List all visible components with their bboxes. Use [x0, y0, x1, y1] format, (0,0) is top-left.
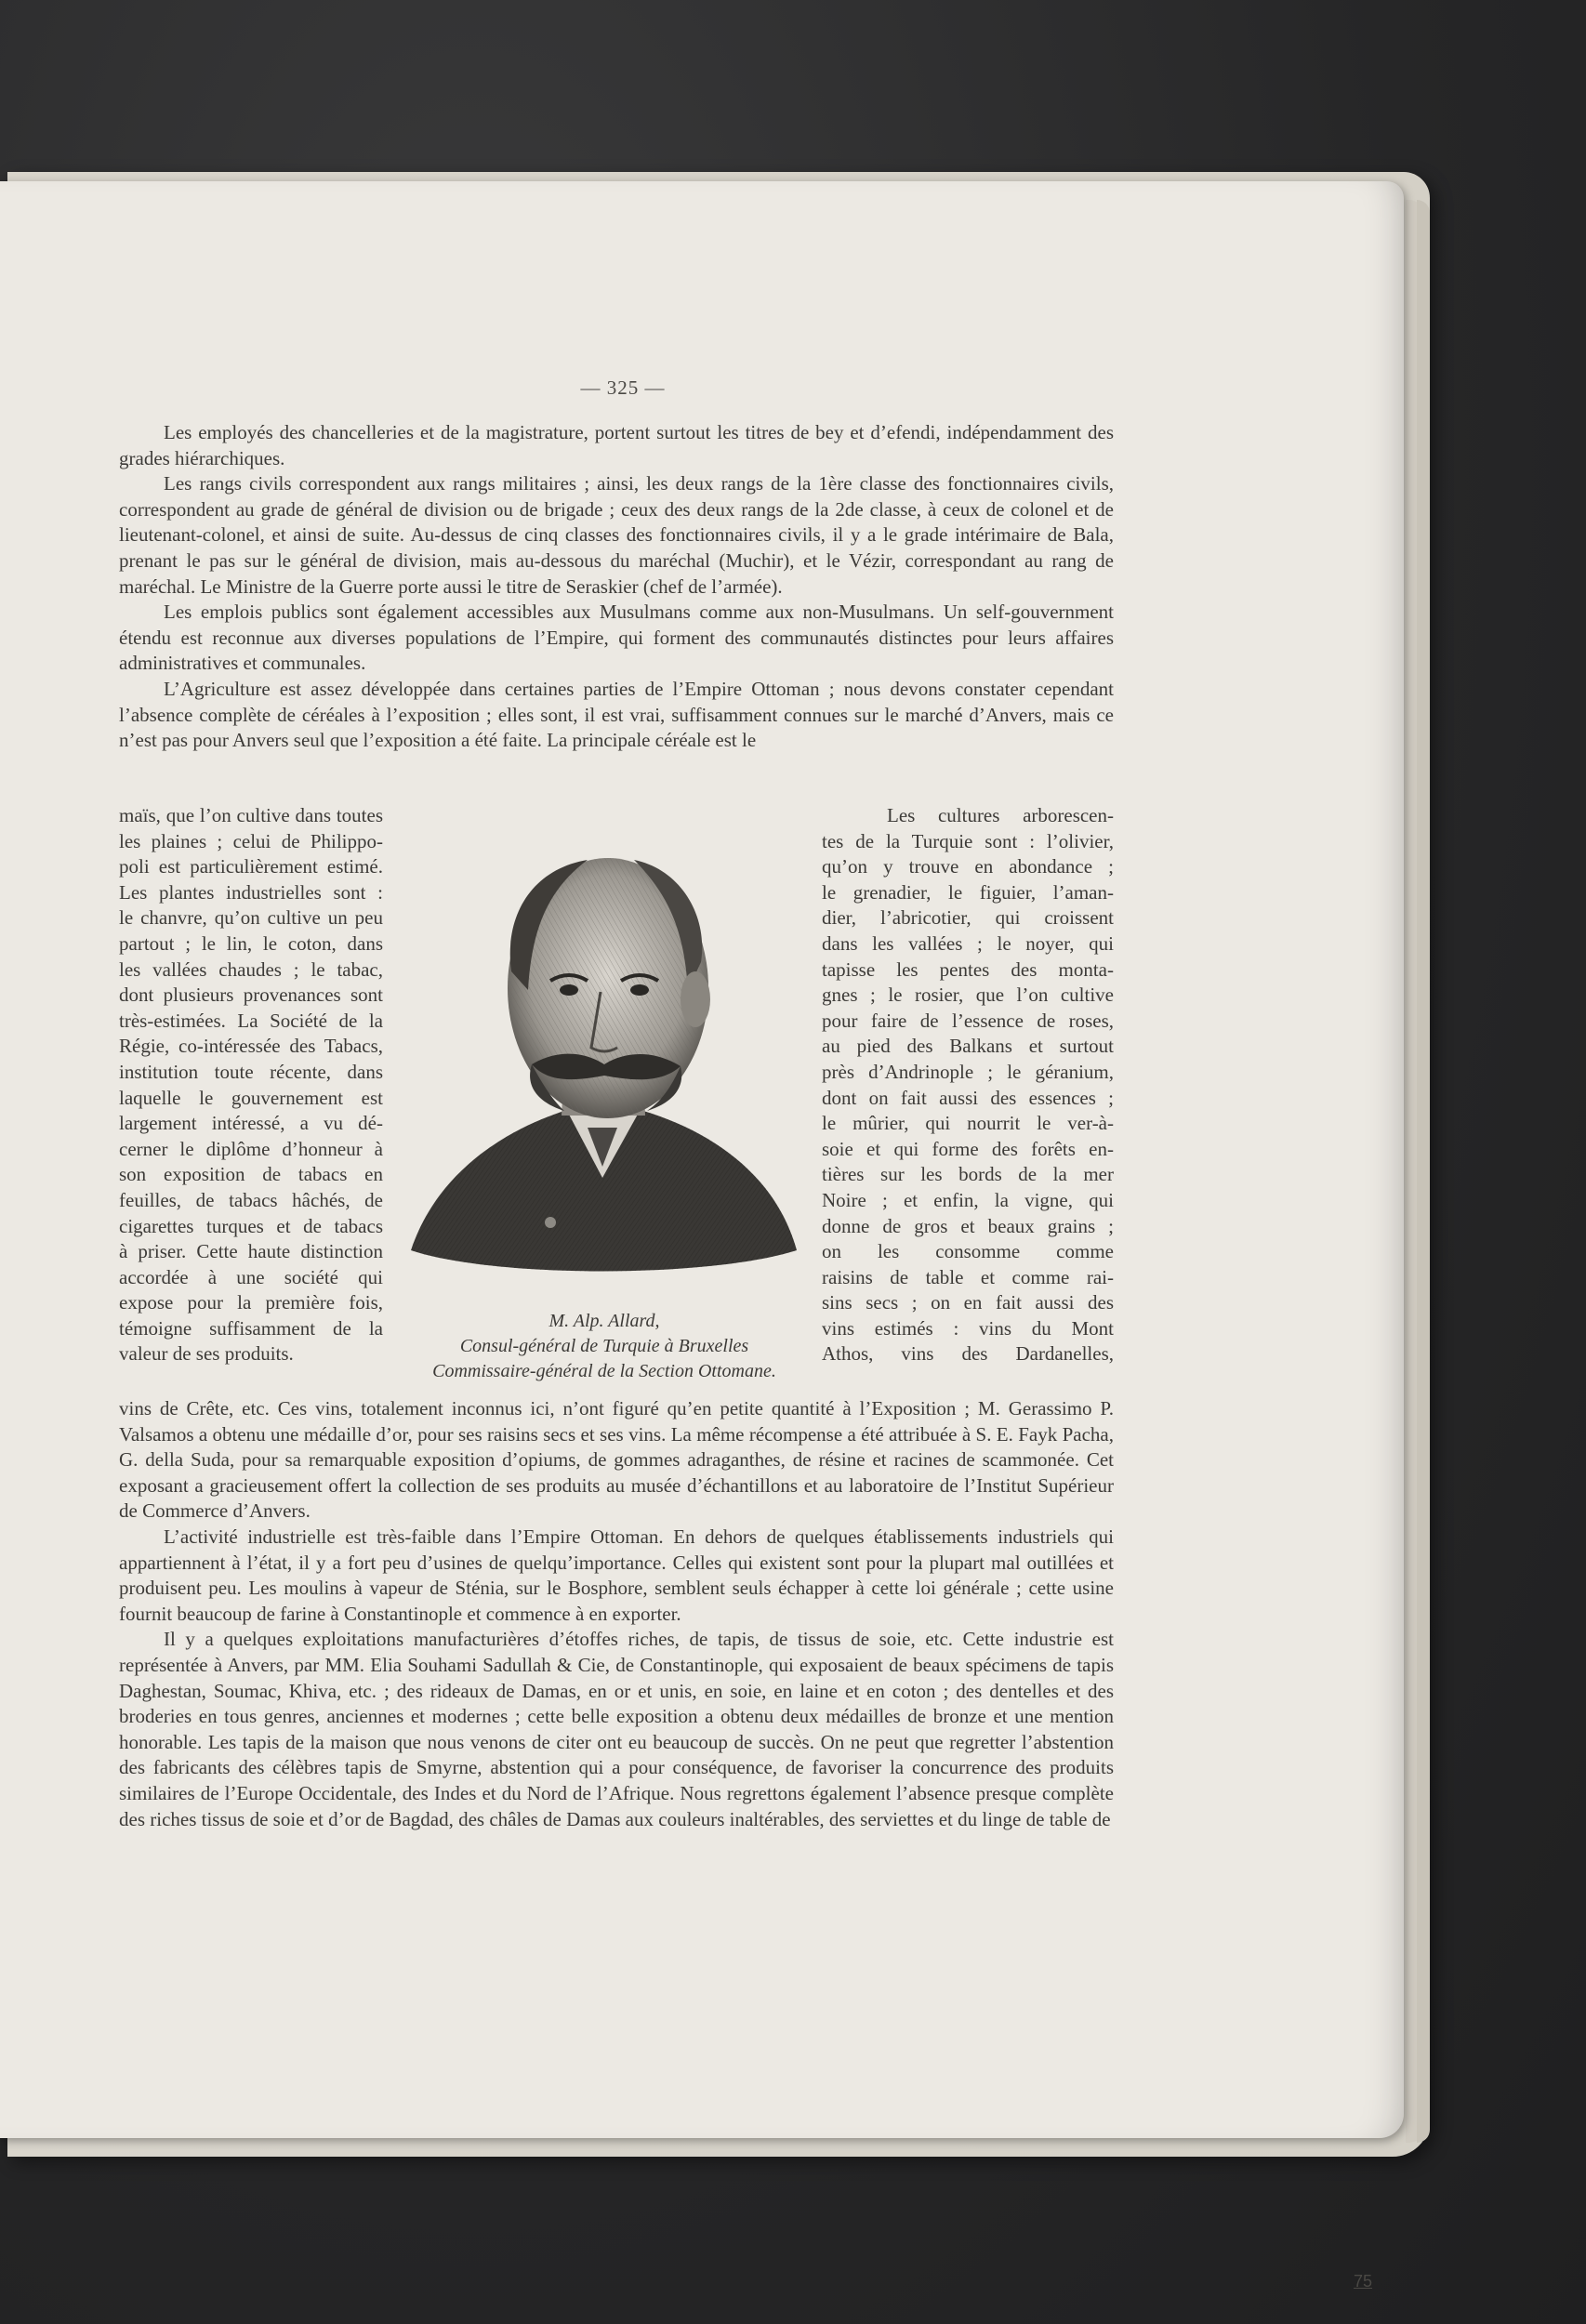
column-line: le mûrier, qui nourrit le ver-à-: [822, 1112, 1114, 1135]
column-line: vins estimés : vins du Mont: [822, 1316, 1114, 1340]
column-line: qu’on y trouve en abondance ;: [822, 855, 1114, 878]
column-line: son exposition de tabacs en: [119, 1163, 383, 1186]
caption-role: Commissaire-général de la Section Ottomane.: [432, 1361, 776, 1381]
column-line: soie et qui forme des forêts en-: [822, 1137, 1114, 1160]
column-line: dont plusieurs provenances sont: [119, 984, 383, 1007]
caption-title: Consul-général de Turquie à Bruxelles: [459, 1336, 749, 1356]
column-line: feuilles, de tabacs hâchés, de: [119, 1188, 383, 1211]
column-line: institution toute récente, dans: [119, 1060, 383, 1083]
column-line: pour faire de l’essence de roses,: [822, 1009, 1114, 1032]
column-line: Les plantes industrielles sont :: [119, 880, 383, 904]
column-line: le grenadier, le figuier, l’aman-: [822, 880, 1114, 904]
column-line: accordée à une société qui: [119, 1265, 383, 1288]
column-line: Les cultures arborescen-: [887, 804, 1114, 826]
column-line: témoigne suffisamment de la: [119, 1316, 383, 1340]
column-line: tapisse les pentes des monta-: [822, 957, 1114, 981]
column-line: donne de gros et beaux grains ;: [822, 1214, 1114, 1237]
paragraph: L’Agriculture est assez développée dans certaines parties de l’Empire Ottoman ; nous devons constater cependant l’absence complète de céréales à l’exposition ; elles sont, il est vrai, suffisamment connues sur le marché d’Anvers, mais ce n’est pas pour Anvers seul que l’exposition a été faite. La principale céréale est le: [119, 677, 1114, 752]
paragraph: Les rangs civils correspondent aux rangs militaires ; ainsi, les deux rangs de la 1ère classe des fonctionnaires civils, correspondent au grade de général de division ou de brigade ; ceux des deux rangs de la 2de classe, à ceux de colonel et de lieutenant-colonel, et ainsi de suite. Au-dessus de cinq classes des fonctionnaires civils, il y a le grade intérimaire de Bala, prenant le pas sur le général de division, mais au-dessous du maréchal (Muchir), et le Vézir, correspondant au rang de maréchal. Le Ministre de la Guerre porte aussi le titre de Seraskier (chef de l’armée).: [119, 472, 1114, 598]
column-line: raisins de table et comme rai-: [822, 1265, 1114, 1288]
right-column: [822, 803, 1114, 1367]
column-line: le chanvre, qu’on cultive un peu: [119, 906, 383, 930]
paragraph: Les employés des chancelleries et de la magistrature, portent surtout les titres de bey et d’efendi, indépendamment des grades hiérarchiques.: [119, 421, 1114, 469]
column-line: cerner le diplôme d’honneur à: [119, 1137, 383, 1160]
paragraph: vins de Crête, etc. Ces vins, totalement inconnus ici, n’ont figuré qu’en petite quantité à l’Exposition ; M. Gerassimo P. Valsamos a obtenu une médaille d’or, pour ses raisins secs et ses vins. La même récompense a été attribuée à S. E. Fayk Pacha, G. della Suda, pour sa remarquable exposition d’opiums, de gommes adraganthes, de résine et racines de scammonée. Cet exposant a gracieusement offert la collection de ses produits au musée d’échantillons et au laboratoire de l’Institut Supérieur de Commerce d’Anvers.: [119, 1397, 1114, 1523]
column-line: laquelle le gouvernement est: [119, 1086, 383, 1109]
column-line: Régie, co-intéressée des Tabacs,: [119, 1035, 383, 1058]
right-column-lines: [822, 803, 1114, 1367]
column-line: dier, l’abricotier, qui croissent: [822, 906, 1114, 930]
column-line: gnes ; le rosier, que l’on cultive: [822, 984, 1114, 1007]
portrait-engraving: [402, 832, 803, 1278]
paragraph: L’activité industrielle est très-faible dans l’Empire Ottoman. En dehors de quelques établissements industriels qui appartiennent à l’état, il y a fort peu d’usines de quelqu’importance. Celles qui existent sont pour la plupart mal outillées et produisent peu. Les moulins à vapeur de Sténia, sur le Bosphore, semblent seuls échapper à cette loi générale ; cette usine fournit beaucoup de farine à Constantinople et commence à en exporter.: [119, 1525, 1114, 1625]
column-line: Noire ; et enfin, la vigne, qui: [822, 1188, 1114, 1211]
column-line: tières sur les bords de la mer: [822, 1163, 1114, 1186]
column-line: les plaines ; celui de Philippo-: [119, 829, 383, 852]
column-line: cigarettes turques et de tabacs: [119, 1214, 383, 1237]
left-column-lines: [119, 803, 383, 1367]
paragraph: Les emplois publics sont également accessibles aux Musulmans comme aux non-Musulmans. Un self-gouvernment étendu est reconnue aux diverses populations de l’Empire, qui forment des communautés distinctes pour leurs affaires administratives et communales.: [119, 601, 1114, 675]
column-line: poli est particulièrement estimé.: [119, 855, 383, 878]
column-line: valeur de ses produits.: [119, 1342, 294, 1366]
left-column: [119, 803, 383, 1367]
bottom-text: [119, 1396, 1114, 1832]
corner-mark: 75: [1354, 2272, 1373, 2291]
page-edge: [1417, 200, 1430, 2143]
column-line: partout ; le lin, le coton, dans: [119, 931, 383, 955]
column-line: dans les vallées ; le noyer, qui: [822, 931, 1114, 955]
column-line: au pied des Balkans et surtout: [822, 1035, 1114, 1058]
column-line: à priser. Cette haute distinction: [119, 1240, 383, 1263]
column-line: Athos, vins des Dardanelles,: [822, 1342, 1114, 1366]
column-line: maïs, que l’on cultive dans toutes: [119, 804, 383, 826]
column-line: très-estimées. La Société de la: [119, 1009, 383, 1032]
column-line: sins secs ; on en fait aussi des: [822, 1291, 1114, 1314]
column-line: tes de la Turquie sont : l’olivier,: [822, 829, 1114, 852]
caption-name: M. Alp. Allard,: [548, 1311, 660, 1331]
column-line: les vallées chaudes ; le tabac,: [119, 957, 383, 981]
column-line: expose pour la première fois,: [119, 1291, 383, 1314]
column-line: largement intéressé, a vu dé-: [119, 1112, 383, 1135]
column-line: dont on fait aussi des essences ;: [822, 1086, 1114, 1109]
top-text: [119, 420, 1114, 754]
page-number: — 325 —: [580, 376, 666, 399]
column-line: on les consomme comme: [822, 1240, 1114, 1263]
paragraph: Il y a quelques exploitations manufacturières d’étoffes riches, de tapis, de tissus de soie, etc. Cette industrie est représentée à Anvers, par MM. Elia Souhami Sadullah & Cie, de Constantinople, qui exposaient de beaux spécimens de tapis Daghestan, Soumac, Khiva, etc. ; des rideaux de Damas, en or et unis, en soie, en laine et en coton ; des dentelles et des broderies en tous genres, anciennes et modernes ; cette belle exposition a obtenu deux médailles de bronze et une mention honorable. Les tapis de la maison que nous venons de citer ont eu beaucoup de succès. On ne peut que regretter l’abstention des fabricants des célèbres tapis de Smyrne, abstention qui a pour conséquence, de favoriser la concurrence des produits similaires de l’Europe Occidentale, des Indes et du Nord de l’Afrique. Nous regrettons également l’absence presque complète des riches tissus de soie et d’or de Bagdad, des châles de Damas aux couleurs inaltérables, des serviettes et du linge de table de: [119, 1628, 1114, 1830]
portrait-caption: [390, 1309, 818, 1384]
column-line: près d’Andrinople ; le géranium,: [822, 1060, 1114, 1083]
